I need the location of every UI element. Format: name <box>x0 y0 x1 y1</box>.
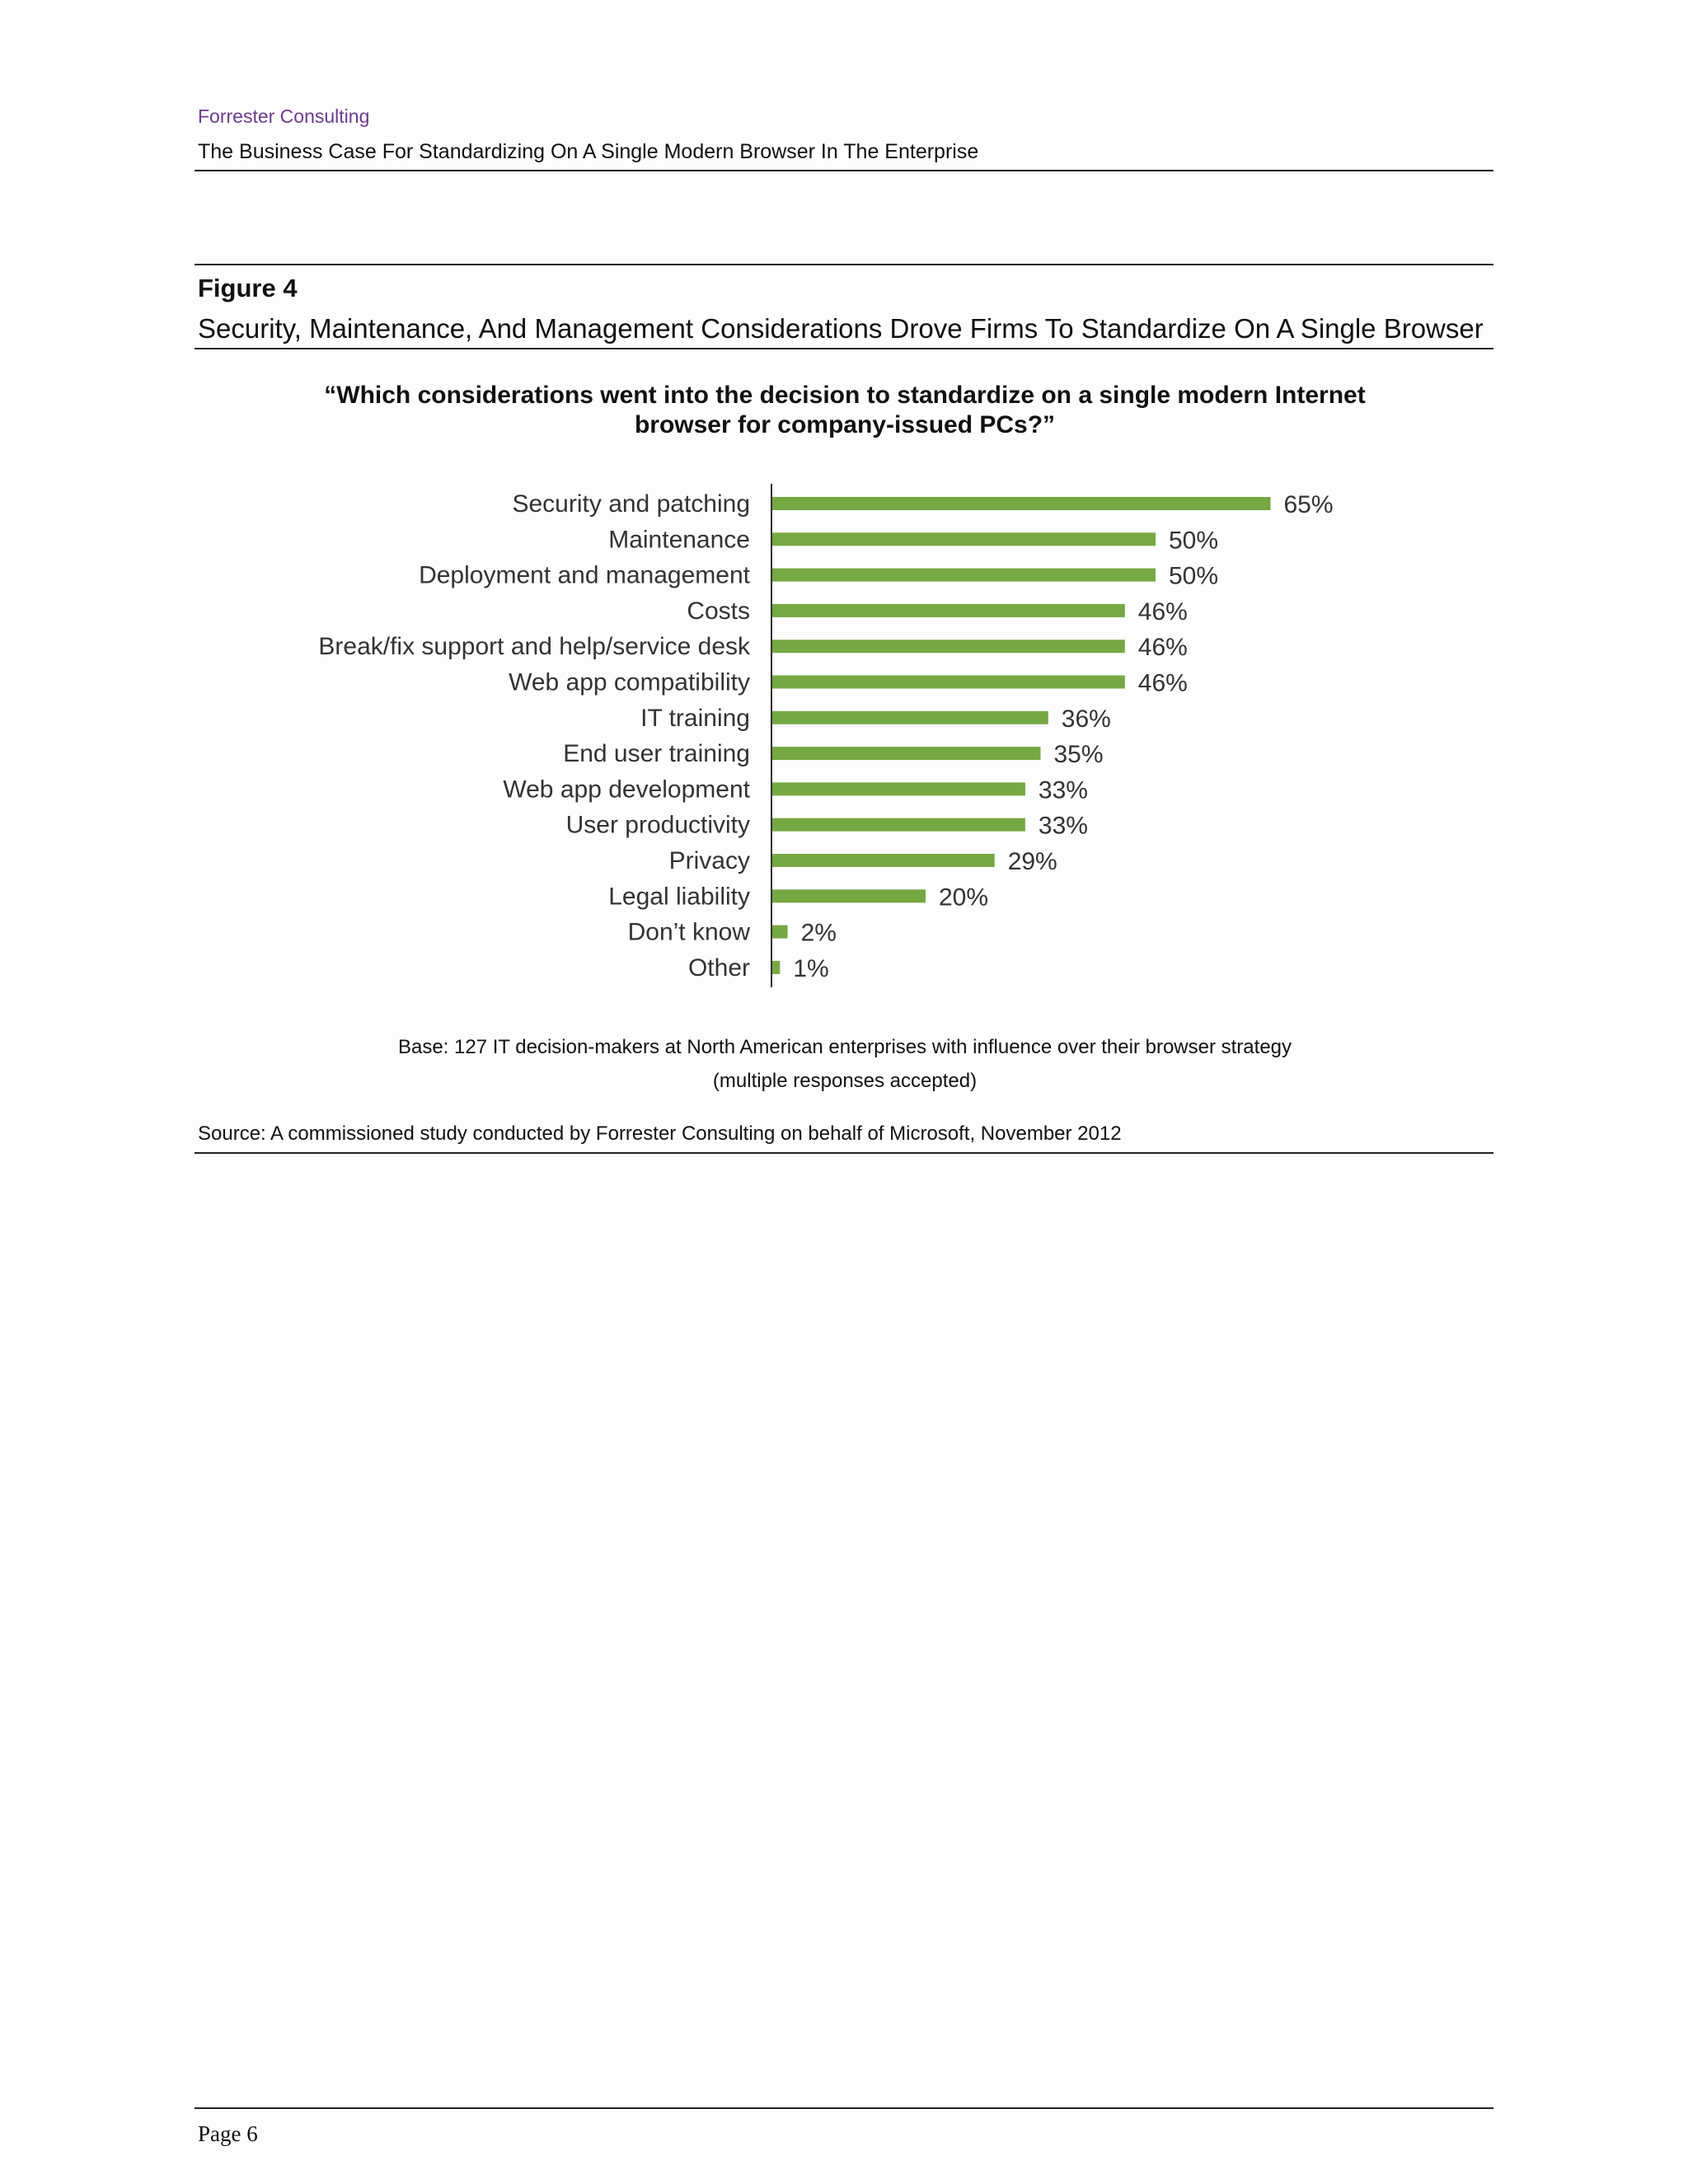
category-label: User productivity <box>565 811 750 839</box>
category-label: Don’t know <box>627 918 750 946</box>
category-label: End user training <box>563 740 750 768</box>
bar <box>772 854 995 867</box>
category-label: Web app development <box>503 776 750 804</box>
bar <box>772 497 1271 510</box>
bar <box>772 640 1125 653</box>
bar <box>772 747 1041 760</box>
category-label: IT training <box>640 704 750 732</box>
bar <box>772 604 1125 617</box>
source-divider <box>195 1152 1493 1154</box>
base-note-line-2: (multiple responses accepted) <box>712 1070 978 1092</box>
source-note: Source: A commissioned study conducted by Forrester Consulting on behalf of Microsoft, November 2012 <box>198 1122 1122 1145</box>
survey-question-line-1: “Which considerations went into the decision to standardize on a single modern Internet <box>324 382 1366 409</box>
value-label: 1% <box>793 954 829 982</box>
base-note <box>280 1030 1409 1098</box>
value-label: 50% <box>1169 527 1219 555</box>
bar <box>772 889 926 902</box>
footer-divider <box>195 2107 1493 2109</box>
category-label: Other <box>687 954 750 982</box>
value-label: 2% <box>800 919 837 947</box>
value-label: 46% <box>1137 669 1188 697</box>
figure-title: Security, Maintenance, And Management Considerations Drove Firms To Standardize On A Single Browser <box>198 313 1484 344</box>
value-label: 33% <box>1038 776 1088 804</box>
survey-question-line-2: browser for company-issued PCs?” <box>634 411 1056 438</box>
category-label: Privacy <box>668 847 750 874</box>
bar <box>772 782 1025 795</box>
value-label: 50% <box>1169 562 1219 590</box>
bar <box>772 532 1156 546</box>
value-label: 46% <box>1137 634 1188 662</box>
value-label: 35% <box>1053 741 1104 769</box>
value-label: 29% <box>1007 848 1057 875</box>
bar <box>772 711 1048 724</box>
category-label: Web app compatibility <box>509 668 750 696</box>
value-label: 20% <box>939 883 989 912</box>
brand-name: Forrester Consulting <box>198 105 370 127</box>
bar <box>772 926 788 939</box>
category-label: Maintenance <box>608 526 750 554</box>
bar <box>772 818 1025 832</box>
bar <box>772 961 780 974</box>
category-label: Deployment and management <box>419 561 750 589</box>
document-title: The Business Case For Standardizing On A Single Modern Browser In The Enterprise <box>198 140 979 163</box>
category-label: Break/fix support and help/service desk <box>318 633 750 661</box>
bar-chart <box>0 0 1688 1030</box>
base-note-line-1: Base: 127 IT decision-makers at North American enterprises with influence over their browser strategy <box>397 1036 1292 1058</box>
category-label: Security and patching <box>512 490 750 518</box>
value-label: 65% <box>1283 491 1334 518</box>
page-number: Page 6 <box>198 2121 258 2146</box>
value-label: 46% <box>1137 598 1188 626</box>
bar <box>772 676 1125 689</box>
category-label: Legal liability <box>608 883 750 911</box>
value-label: 33% <box>1038 812 1088 840</box>
value-label: 36% <box>1061 705 1111 733</box>
figure-number: Figure 4 <box>198 274 298 302</box>
category-label: Costs <box>687 597 750 625</box>
bar <box>772 569 1156 582</box>
